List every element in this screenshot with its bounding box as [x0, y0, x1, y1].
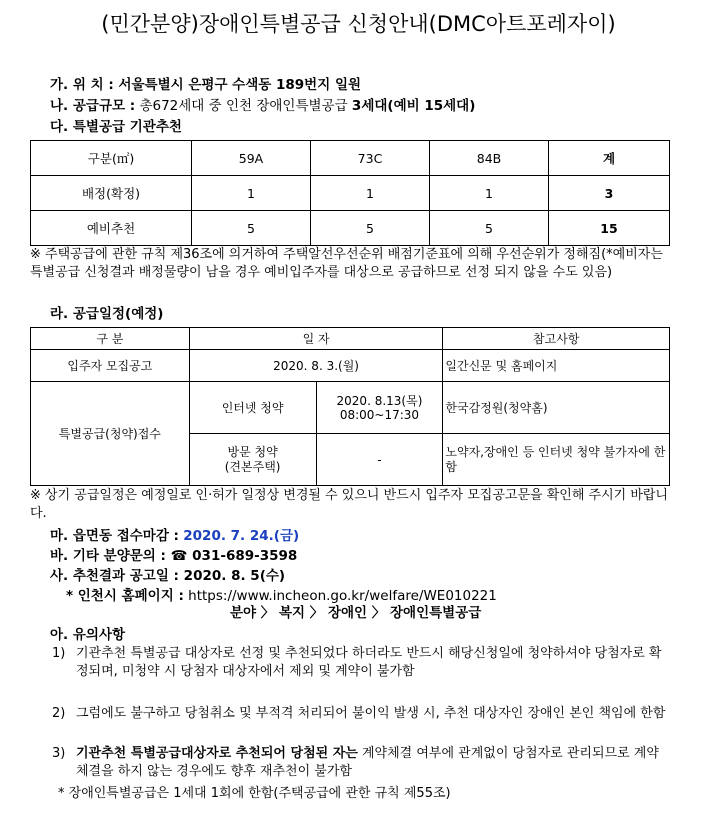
table-cell: 특별공급(청약)접수 — [31, 382, 190, 486]
supply-scale-label: 나. 공급규모 : — [50, 98, 136, 114]
table-header-cell: 참고사항 — [443, 328, 670, 350]
schedule-heading: 라. 공급일정(예정) — [50, 306, 164, 322]
table-header-cell: 구 분 — [31, 328, 190, 350]
table-row — [31, 382, 670, 434]
table-cell: 5 — [192, 211, 311, 246]
limit-note: * 장애인특별공급은 1세대 1회에 한함(주택공급에 관한 규칙 제55조) — [58, 786, 451, 801]
table-cell: 3 — [549, 176, 670, 211]
agency-recommend-heading: 다. 특별공급 기관추천 — [50, 119, 182, 135]
page-title: (민간분양)장애인특별공급 신청안내(DMC아트포레자이) — [101, 12, 616, 36]
table-cell: 2020. 8. 3.(월) — [189, 350, 443, 382]
allocation-note: ※ 주택공급에 관한 규칙 제36조에 의거하여 주택알선우선순위 배점기준표에 의해 우선순위가 정해짐(*예비자는 특별공급 신청결과 배정물량이 남을 경우 예비입주자를 대상으로 공급하므로 선정 되지 않을 수도 있음) — [30, 247, 663, 280]
inquiry-phone: 031-689-3598 — [192, 548, 298, 564]
schedule-table — [30, 327, 670, 486]
table-cell: 5 — [311, 211, 430, 246]
location-label: 가. 위 치 : — [50, 77, 114, 93]
precaution-num: 2) — [52, 706, 66, 721]
table-cell: 배정(확정) — [31, 176, 192, 211]
table-cell: 1 — [430, 176, 549, 211]
announcement-label: 사. 추천결과 공고일 : — [50, 568, 179, 584]
location-value: 서울특별시 은평구 수색동 189번지 일원 — [118, 77, 362, 93]
table-cell: 일간신문 및 홈페이지 — [443, 350, 670, 382]
visit-location: (견본주택) — [224, 459, 281, 474]
phone-icon: ☎ — [170, 548, 188, 564]
table-cell: 인터넷 청약 — [189, 382, 316, 434]
table-cell: 입주자 모집공고 — [31, 350, 190, 382]
menu-path: 분야 〉 복지 〉 장애인 〉 장애인특별공급 — [230, 605, 482, 621]
inquiry-row — [50, 547, 297, 565]
homepage-label: * 인천시 홈페이지 : — [66, 588, 184, 604]
deadline-value: 2020. 7. 24.(금) — [183, 528, 300, 544]
internet-date: 2020. 8.13(목) — [336, 393, 423, 408]
precaution-text: 계약체결 여부에 관계없이 당첨자로 관리되므로 계약체결을 하지 않는 경우에도 향후 재추천이 불가함 — [76, 746, 659, 779]
internet-time: 08:00~17:30 — [339, 407, 420, 422]
table-header-cell: 84B — [430, 141, 549, 176]
location-row — [50, 76, 361, 94]
table-row — [31, 176, 670, 211]
deadline-label: 마. 읍면동 접수마감 : — [50, 528, 179, 544]
precautions-heading: 아. 유의사항 — [50, 627, 126, 643]
table-cell: 노약자,장애인 등 인터넷 청약 불가자에 한함 — [443, 434, 670, 486]
table-cell — [316, 382, 443, 434]
table-header-row — [31, 328, 670, 350]
table-header-row — [31, 141, 670, 176]
inquiry-label: 바. 기타 분양문의 : — [50, 548, 166, 564]
precaution-num: 3) — [52, 746, 66, 761]
announcement-row — [50, 567, 285, 585]
supply-scale-value: 총672세대 중 인천 장애인특별공급 — [139, 98, 348, 114]
table-cell: 한국감정원(청약홈) — [443, 382, 670, 434]
supply-scale-count: 3세대(예비 15세대) — [351, 98, 476, 114]
homepage-link[interactable]: https://www.incheon.go.kr/welfare/WE010221 — [188, 588, 497, 604]
precaution-num: 1) — [52, 646, 66, 661]
precaution-item — [76, 745, 670, 781]
table-header-cell: 73C — [311, 141, 430, 176]
announcement-date: 2020. 8. 5(수) — [183, 568, 286, 584]
table-row — [31, 350, 670, 382]
table-cell: - — [316, 434, 443, 486]
table-header-cell: 구분(㎡) — [31, 141, 192, 176]
table-row — [31, 211, 670, 246]
schedule-note: ※ 상기 공급일정은 예정일로 인·허가 일정상 변경될 수 있으니 반드시 입주자 모집공고문을 확인해 주시기 바랍니다. — [30, 488, 668, 521]
table-cell — [189, 434, 316, 486]
allocation-table — [30, 140, 670, 246]
precaution-item: 기관추천 특별공급 대상자로 선정 및 추천되었다 하더라도 반드시 해당신청일에 청약하셔야 당첨자로 확정되며, 미청약 시 당첨자 대상자에서 제외 및 계약이 불가함 — [76, 646, 662, 679]
table-cell: 예비추천 — [31, 211, 192, 246]
table-header-cell: 일 자 — [189, 328, 443, 350]
table-cell: 1 — [192, 176, 311, 211]
table-cell: 15 — [549, 211, 670, 246]
visit-type: 방문 청약 — [227, 444, 278, 459]
homepage-row — [66, 587, 497, 605]
deadline-row — [50, 527, 299, 545]
precaution-item: 그럼에도 불구하고 당첨취소 및 부적격 처리되어 불이익 발생 시, 추천 대상자인 장애인 본인 책임에 한함 — [76, 706, 666, 721]
precaution-emphasis: 기관추천 특별공급대상자로 추천되어 당첨된 자는 — [76, 746, 358, 761]
supply-scale-row — [50, 97, 475, 115]
table-header-cell: 계 — [549, 141, 670, 176]
table-header-cell: 59A — [192, 141, 311, 176]
table-cell: 5 — [430, 211, 549, 246]
table-cell: 1 — [311, 176, 430, 211]
